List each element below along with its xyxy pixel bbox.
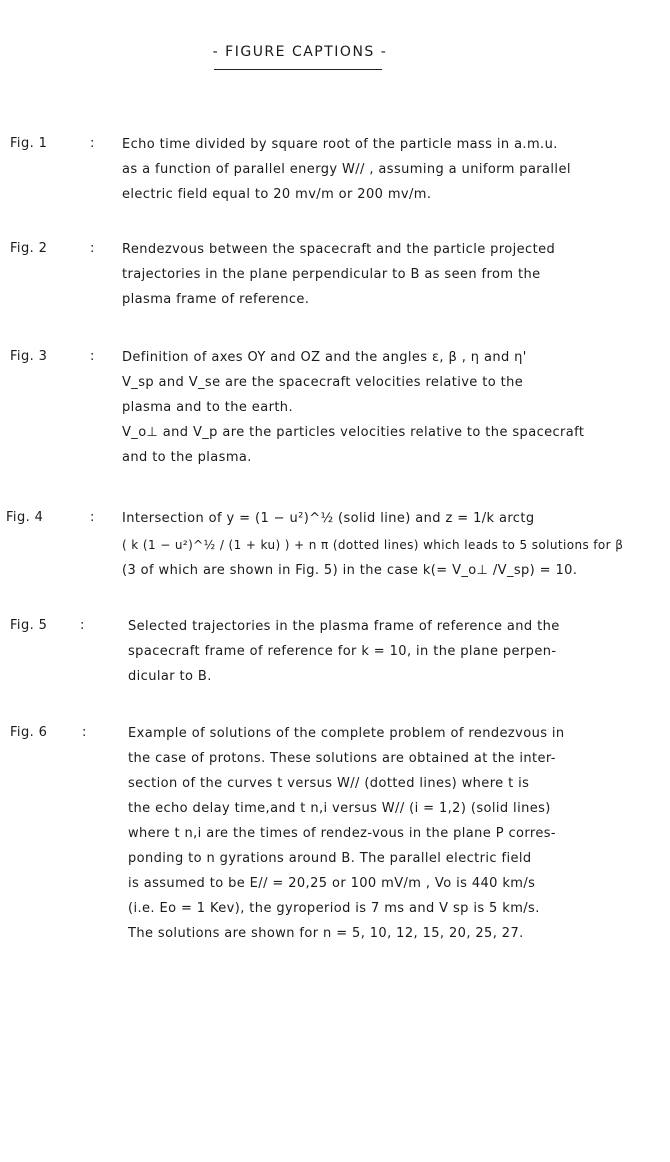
caption-colon: :	[90, 136, 95, 151]
caption-line: Intersection of y = (1 − u²)^½ (solid line) and z = 1/k arctg	[122, 511, 535, 526]
caption-label: Fig. 5	[10, 618, 48, 633]
caption-line: Echo time divided by square root of the particle mass in a.m.u.	[122, 137, 558, 152]
caption-label: Fig. 1	[10, 136, 48, 151]
caption-colon: :	[90, 510, 95, 525]
caption-line: and to the plasma.	[122, 450, 252, 465]
caption-colon: :	[82, 725, 87, 740]
caption-line: (3 of which are shown in Fig. 5) in the case k(= V_o⊥ /V_sp) = 10.	[122, 563, 578, 578]
caption-line: The solutions are shown for n = 5, 10, 12, 15, 20, 25, 27.	[128, 926, 524, 941]
page-title: - FIGURE CAPTIONS -	[212, 44, 388, 60]
caption-text	[122, 510, 667, 588]
caption-line: ponding to n gyrations around B. The parallel electric field	[128, 851, 532, 866]
caption-line: is assumed to be E// = 20,25 or 100 mV/m , Vo is 440 km/s	[128, 876, 536, 891]
caption-text	[122, 241, 667, 316]
caption-label: Fig. 6	[10, 725, 48, 740]
title-underline	[214, 69, 382, 70]
caption-line: dicular to B.	[128, 669, 212, 684]
caption-line: trajectories in the plane perpendicular to B as seen from the	[122, 267, 541, 282]
caption-colon: :	[90, 349, 95, 364]
caption-text	[122, 349, 667, 474]
caption-label: Fig. 4	[6, 510, 44, 525]
caption-line: plasma frame of reference.	[122, 292, 310, 307]
caption-label: Fig. 3	[10, 349, 48, 364]
caption-colon: :	[80, 618, 85, 633]
caption-line: V_sp and V_se are the spacecraft velocities relative to the	[122, 375, 524, 390]
caption-line: Definition of axes OY and OZ and the angles ε, β , η and η'	[122, 350, 527, 365]
caption-line: (i.e. Eo = 1 Kev), the gyroperiod is 7 ms and V sp is 5 km/s.	[128, 901, 540, 916]
caption-line: where t n,i are the times of rendez-vous in the plane P corres-	[128, 826, 557, 841]
caption-text	[128, 725, 670, 950]
caption-line: electric field equal to 20 mv/m or 200 mv/m.	[122, 187, 432, 202]
caption-line: section of the curves t versus W// (dotted lines) where t is	[128, 776, 530, 791]
caption-line: Rendezvous between the spacecraft and the particle projected	[122, 242, 556, 257]
caption-line: the case of protons. These solutions are obtained at the inter-	[128, 751, 556, 766]
caption-colon: :	[90, 241, 95, 256]
caption-label: Fig. 2	[10, 241, 48, 256]
caption-line: as a function of parallel energy W// , assuming a uniform parallel	[122, 162, 571, 177]
caption-line: Selected trajectories in the plasma frame of reference and the	[128, 619, 560, 634]
caption-line: V_o⊥ and V_p are the particles velocities relative to the spacecraft	[122, 425, 585, 440]
caption-line: spacecraft frame of reference for k = 10, in the plane perpen-	[128, 644, 557, 659]
caption-text	[122, 136, 667, 211]
caption-text	[128, 618, 670, 693]
caption-line: the echo delay time,and t n,i versus W// (i = 1,2) (solid lines)	[128, 801, 551, 816]
caption-line: ( k (1 − u²)^½ / (1 + ku) ) + n π (dotted lines) which leads to 5 solutions for β	[122, 538, 624, 552]
caption-line: plasma and to the earth.	[122, 400, 293, 415]
caption-line: Example of solutions of the complete problem of rendezvous in	[128, 726, 565, 741]
